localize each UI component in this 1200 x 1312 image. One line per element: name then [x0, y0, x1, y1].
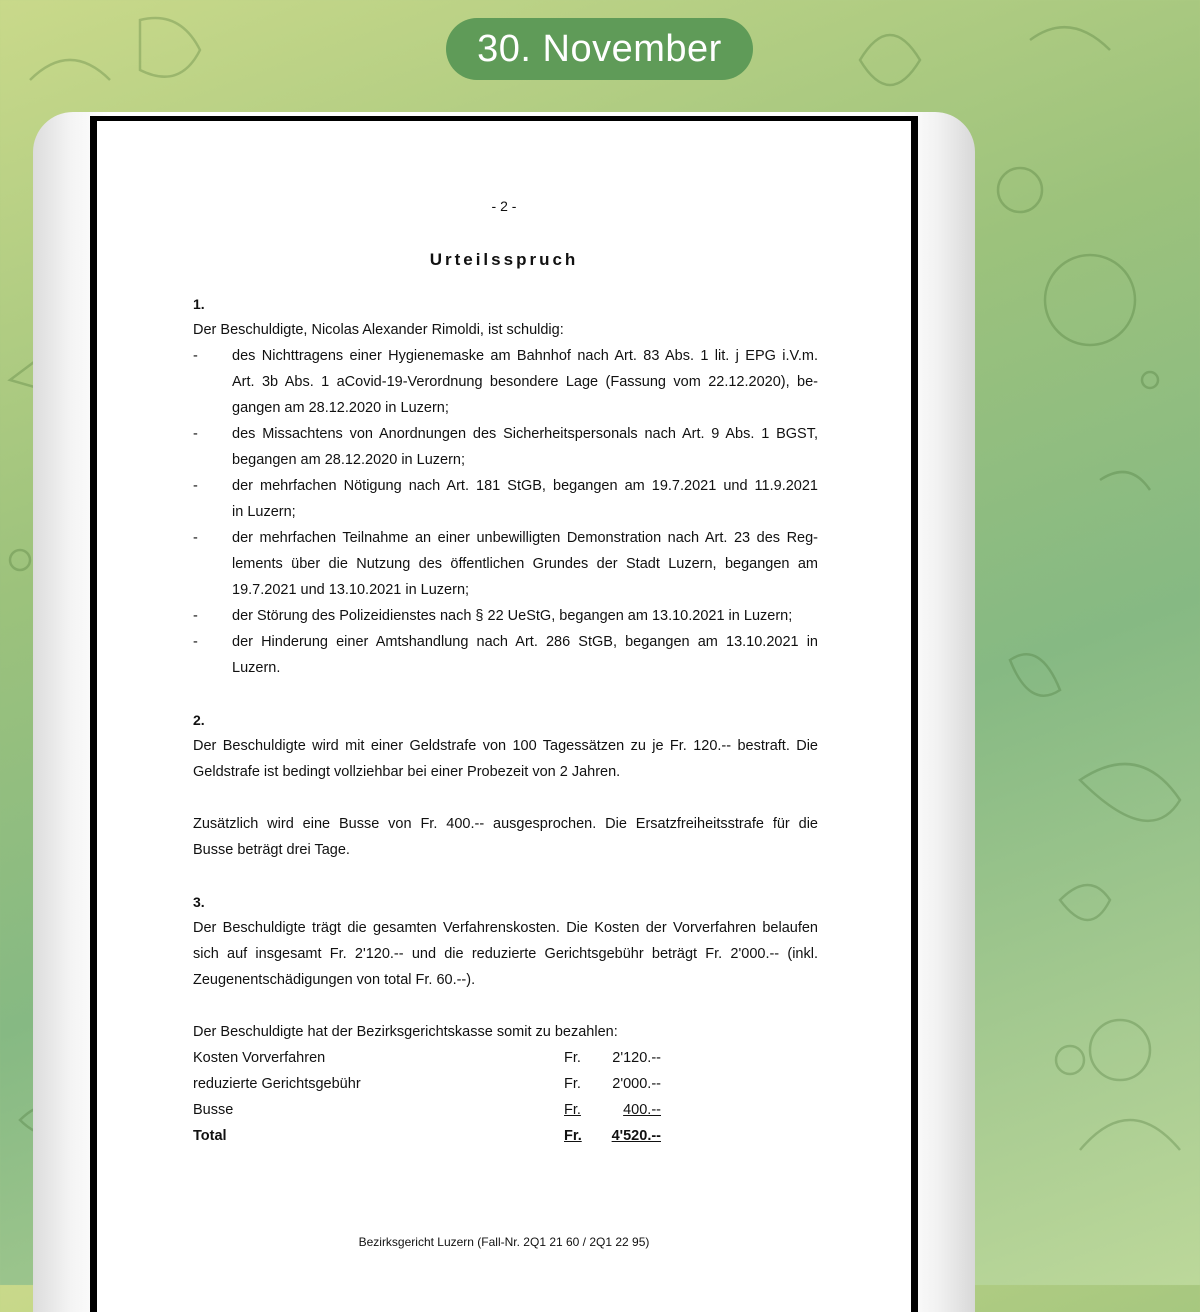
section-3-para1-line-1: Der Beschuldigte trägt die gesamten Verfahrenskosten. Die Kosten der Vorverfahren belaufen: [193, 920, 818, 936]
bullet-1-line-2: Art. 3b Abs. 1 aCovid-19-Verordnung besondere Lage (Fassung vom 22.12.2020), be-: [232, 374, 818, 390]
bullet-3-line-1: der mehrfachen Nötigung nach Art. 181 StGB, begangen am 19.7.2021 und 11.9.2021: [232, 478, 818, 494]
bullet-2-dash: -: [193, 426, 198, 442]
section-2-para2-line-1: Zusätzlich wird eine Busse von Fr. 400.-- ausgesprochen. Die Ersatzfreiheitsstrafe für die: [193, 816, 818, 832]
bullet-4-line-1: der mehrfachen Teilnahme an einer unbewilligten Demonstration nach Art. 23 des Reg-: [232, 530, 818, 546]
document-photo-frame: [90, 116, 918, 1312]
bullet-2-line-1: des Missachtens von Anordnungen des Sicherheitspersonals nach Art. 9 Abs. 1 BGST,: [232, 426, 818, 442]
cost-amount-total: 4'520.--: [611, 1128, 661, 1144]
section-1-intro: Der Beschuldigte, Nicolas Alexander Rimoldi, ist schuldig:: [193, 322, 564, 338]
section-3-para1-line-3: Zeugenentschädigungen von total Fr. 60.--).: [193, 972, 476, 988]
bullet-1-dash: -: [193, 348, 198, 364]
section-2-para2-line-2: Busse beträgt drei Tage.: [193, 842, 350, 858]
bullet-4-dash: -: [193, 530, 198, 546]
image-message-bubble[interactable]: [33, 112, 975, 1312]
page-number: - 2 -: [491, 198, 517, 214]
document-footer: Bezirksgericht Luzern (Fall-Nr. 2Q1 21 60 / 2Q1 22 95): [358, 1235, 650, 1249]
document-page: [97, 121, 911, 1312]
bullet-1-line-3: gangen am 28.12.2020 in Luzern;: [232, 400, 449, 416]
section-2-para1-line-1: Der Beschuldigte wird mit einer Geldstrafe von 100 Tagessätzen zu je Fr. 120.-- bestraft. Die: [193, 738, 818, 754]
cost-currency-total: Fr.: [564, 1128, 582, 1144]
bullet-6-line-2: Luzern.: [232, 660, 281, 676]
section-3-number: 3.: [193, 894, 205, 910]
cost-label-vorverfahren: Kosten Vorverfahren: [193, 1050, 326, 1066]
cost-amount-gerichtsgebuehr: 2'000.--: [612, 1076, 661, 1092]
section-1-number: 1.: [193, 296, 205, 312]
bullet-2-line-2: begangen am 28.12.2020 in Luzern;: [232, 452, 465, 468]
section-2-number: 2.: [193, 712, 205, 728]
date-separator-pill: 30. November: [446, 18, 753, 80]
cost-label-gerichtsgebuehr: reduzierte Gerichtsgebühr: [193, 1076, 361, 1092]
section-2-para1-line-2: Geldstrafe ist bedingt vollziehbar bei einer Probezeit von 2 Jahren.: [193, 764, 621, 780]
cost-currency-gerichtsgebuehr: Fr.: [564, 1076, 581, 1092]
bullet-3-line-2: in Luzern;: [232, 504, 296, 520]
cost-currency-vorverfahren: Fr.: [564, 1050, 581, 1066]
cost-amount-vorverfahren: 2'120.--: [612, 1050, 661, 1066]
document-title: Urteilsspruch: [429, 250, 579, 269]
bullet-6-line-1: der Hinderung einer Amtshandlung nach Art. 286 StGB, begangen am 13.10.2021 in: [232, 634, 818, 650]
section-3-para1-line-2: sich auf insgesamt Fr. 2'120.-- und die reduzierte Gerichtsgebühr beträgt Fr. 2'000.-- (inkl.: [193, 946, 818, 962]
bullet-4-line-3: 19.7.2021 und 13.10.2021 in Luzern;: [232, 582, 470, 598]
bullet-5-dash: -: [193, 608, 198, 624]
bullet-4-line-2: lements über die Nutzung des öffentlichen Grundes der Stadt Luzern, begangen am: [232, 556, 818, 572]
cost-label-total: Total: [193, 1128, 227, 1144]
cost-amount-busse: 400.--: [623, 1102, 661, 1118]
bullet-1-line-1: des Nichttragens einer Hygienemaske am Bahnhof nach Art. 83 Abs. 1 lit. j EPG i.V.m.: [232, 348, 818, 364]
bullet-5-line-1: der Störung des Polizeidienstes nach § 22 UeStG, begangen am 13.10.2021 in Luzern;: [232, 608, 793, 624]
payment-intro: Der Beschuldigte hat der Bezirksgerichtskasse somit zu bezahlen:: [193, 1024, 618, 1040]
bullet-3-dash: -: [193, 478, 198, 494]
cost-currency-busse: Fr.: [564, 1102, 581, 1118]
cost-label-busse: Busse: [193, 1102, 234, 1118]
bullet-6-dash: -: [193, 634, 198, 650]
